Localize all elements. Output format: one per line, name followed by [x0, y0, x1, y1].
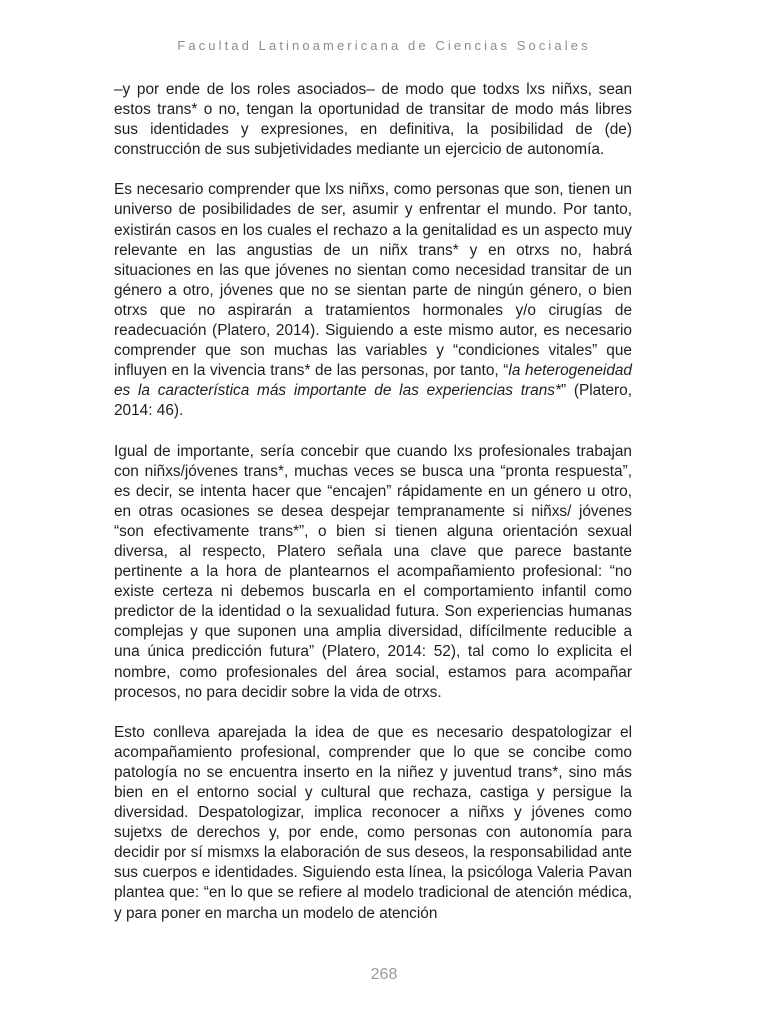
paragraph-2: [114, 180, 632, 421]
page-number: 268: [370, 966, 398, 983]
paragraph-3: Igual de importante, sería concebir que cuando lxs profesionales trabajan con niñxs/jóvenes trans*, muchas veces se busca una “pronta respuesta”, es decir, se intenta hacer que “encajen” rápidamente en un género u otro, en otras ocasiones se desea despejar tempranamente si niñxs/ jóvenes “son efectivamente trans*”, o bien si tienen alguna orientación sexual diversa, al respecto, Platero señala una clave que parece bastante pertinente a la hora de plantearnos el acompañamiento profesional: “no existe certeza ni debemos buscarla en el comportamiento infantil como predictor de la identidad o la sexualidad futura. Son experiencias humanas complejas y que suponen una amplia diversidad, difícilmente reducible a una única predicción futura” (Platero, 2014: 52), tal como lo explicita el nombre, como profesionales del área social, estamos para acompañar procesos, no para decidir sobre la vida de otrxs.: [114, 442, 632, 701]
body-text: [114, 80, 632, 944]
running-header: Facultad Latinoamericana de Ciencias Sociales: [177, 38, 591, 53]
paragraph-4: Esto conlleva aparejada la idea de que es necesario despatologizar el acompañamiento profesional, comprender que lo que se concibe como patología no se encuentra inserto en la niñez y juventud trans*, sino más bien en el entorno social y cultural que rechaza, castiga y persigue la diversidad. Despatologizar, implica reconocer a niñxs y jóvenes como sujetxs de derechos y, por ende, como personas con autonomía para decidir por sí mismxs la elaboración de sus deseos, la responsabilidad ante sus cuerpos e identidades. Siguiendo esta línea, la psicóloga Valeria Pavan plantea que: “en lo que se refiere al modelo tradicional de atención médica, y para poner en marcha un modelo de atención: [114, 723, 632, 922]
paragraph-2-text: Es necesario comprender que lxs niñxs, como personas que son, tienen un universo de posibilidades de ser, asumir y enfrentar el mundo. Por tanto, existirán casos en los cuales el rechazo a la genitalidad es un aspecto muy relevante en las angustias de un niñx trans* y en otrxs no, habrá situaciones en las que jóvenes no sientan como necesidad transitar de un género a otro, jóvenes que no se sientan parte de ningún género, o bien otrxs que no aspirarán a tratamientos hormonales y/o cirugías de readecuación (Platero, 2014). Siguiendo a este mismo autor, es necesario comprender que son muchas las variables y “condiciones vitales” que influyen en la vivencia trans* de las personas, por tanto, “: [114, 181, 632, 380]
paragraph-2-quote: la heterogeneidad es la característica más importante de las experiencias trans*: [114, 362, 632, 400]
paragraph-2-citation: ” (Platero, 2014: 46).: [114, 382, 632, 420]
paragraph-1: –y por ende de los roles asociados– de modo que todxs lxs niñxs, sean estos trans* o no, tengan la oportunidad de transitar de modo más libres sus identidades y expresiones, en definitiva, la posibilidad de (de) construcción de sus subjetividades mediante un ejercicio de autonomía.: [114, 81, 632, 159]
